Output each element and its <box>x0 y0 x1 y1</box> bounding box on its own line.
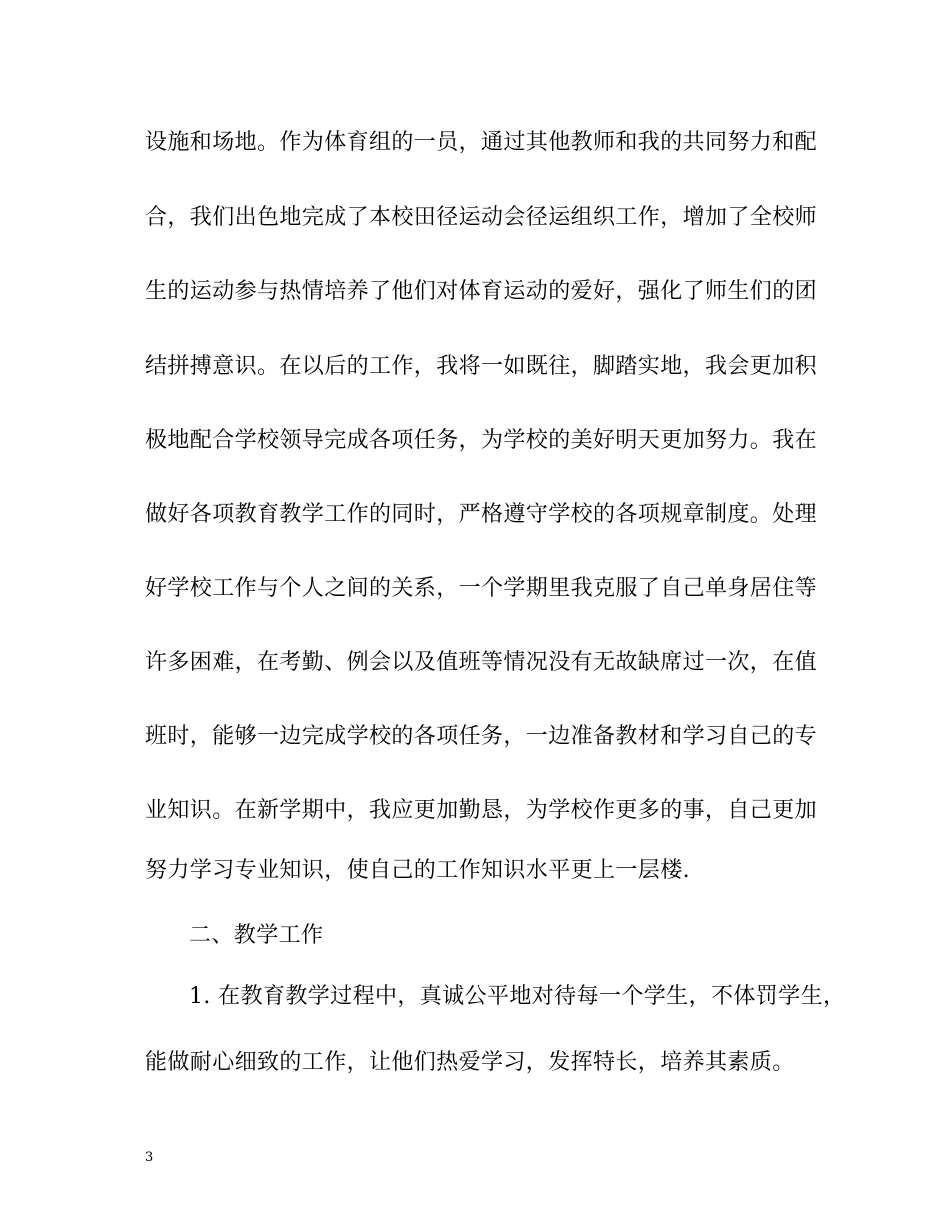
paragraph-line: 合，我们出色地完成了本校田径运动会径运组织工作，增加了全校师 <box>145 205 818 230</box>
paragraph-line: 设施和场地。作为体育组的一员，通过其他教师和我的共同努力和配 <box>145 130 818 155</box>
paragraph-line: 生的运动参与热情培养了他们对体育运动的爱好，强化了师生们的团 <box>145 279 818 304</box>
paragraph-line: 许多困难，在考勤、例会以及值班等情况没有无故缺席过一次，在值 <box>145 650 818 675</box>
paragraph-line: 极地配合学校领导完成各项任务，为学校的美好明天更加努力。我在 <box>145 428 818 453</box>
paragraph-line: 1. 在教育教学过程中，真诚公平地对待每一个学生，不体罚学生， <box>189 984 846 1009</box>
paragraph-line: 能做耐心细致的工作，让他们热爱学习，发挥特长，培养其素质。 <box>145 1050 795 1075</box>
section-heading: 二、教学工作 <box>189 923 324 948</box>
paragraph-line: 努力学习专业知识，使自己的工作知识水平更上一层楼. <box>145 858 690 883</box>
page-number: 3 <box>145 1150 154 1165</box>
paragraph-line: 班时，能够一边完成学校的各项任务，一边准备教材和学习自己的专 <box>145 724 818 749</box>
paragraph-line: 业知识。在新学期中，我应更加勤恳，为学校作更多的事，自己更加 <box>145 798 818 823</box>
paragraph-line: 好学校工作与个人之间的关系，一个学期里我克服了自己单身居住等 <box>145 576 818 601</box>
paragraph-line: 做好各项教育教学工作的同时，严格遵守学校的各项规章制度。处理 <box>145 502 818 527</box>
paragraph-line: 结拼搏意识。在以后的工作，我将一如既往，脚踏实地，我会更加积 <box>145 354 818 379</box>
